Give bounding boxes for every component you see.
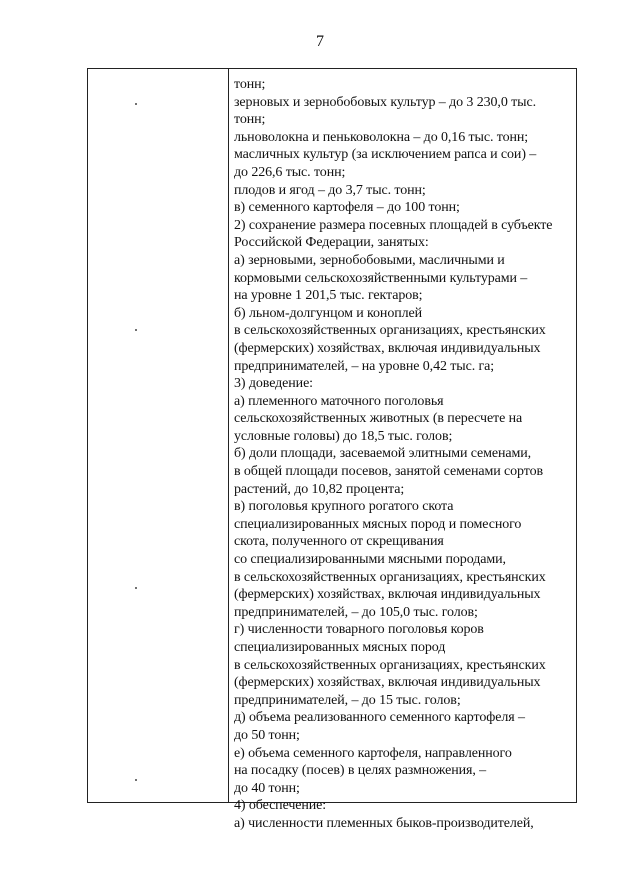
text-line: 4) обеспечение: — [234, 798, 327, 814]
text-line: масличных культур (за исключением рапса и сои) – — [234, 147, 537, 163]
text-line: тонн; — [234, 112, 266, 128]
scan-speck — [135, 103, 137, 105]
text-line: в) поголовья крупного рогатого скота — [234, 499, 454, 515]
text-line: тонн; — [234, 77, 266, 92]
scan-speck — [135, 779, 137, 781]
text-line: плодов и ягод – до 3,7 тыс. тонн; — [234, 182, 426, 198]
text-line: скота, полученного от скрещивания — [234, 534, 444, 550]
text-line: зерновых и зернобобовых культур – до 3 230,0 тыс. — [234, 94, 536, 110]
text-line: предпринимателей, – на уровне 0,42 тыс. га; — [234, 358, 495, 374]
text-line: специализированных мясных пород — [234, 640, 446, 655]
text-line: условные головы) до 18,5 тыс. голов; — [234, 428, 453, 444]
text-line: до 50 тонн; — [234, 727, 300, 743]
text-line: льноволокна и пеньковолокна – до 0,16 тыс. тонн; — [234, 129, 529, 145]
text-line: до 226,6 тыс. тонн; — [234, 164, 346, 180]
table-left-column — [88, 69, 229, 802]
scan-speck — [135, 329, 137, 331]
table-right-column — [234, 76, 574, 833]
text-line: предпринимателей, – до 105,0 тыс. голов; — [234, 604, 478, 620]
text-line: (фермерских) хозяйствах, включая индивидуальных — [234, 675, 541, 691]
text-line: (фермерских) хозяйствах, включая индивидуальных — [234, 340, 541, 356]
text-line: (фермерских) хозяйствах, включая индивидуальных — [234, 587, 541, 603]
text-line: в сельскохозяйственных организациях, крестьянских — [234, 569, 546, 585]
text-line: б) льном-долгунцом и коноплей — [234, 305, 423, 321]
page-number: 7 — [316, 33, 324, 50]
text-line: б) доли площади, засеваемой элитными семенами, — [234, 446, 532, 462]
text-line: предпринимателей, – до 15 тыс. голов; — [234, 692, 461, 708]
text-line: д) объема реализованного семенного картофеля – — [234, 710, 525, 726]
text-line: специализированных мясных пород и помесного — [234, 516, 522, 532]
text-line: 2) сохранение размера посевных площадей в субъекте — [234, 217, 553, 233]
text-line: в сельскохозяйственных организациях, крестьянских — [234, 657, 546, 673]
text-line: на уровне 1 201,5 тыс. гектаров; — [234, 288, 423, 304]
scan-speck — [135, 587, 137, 589]
text-line: до 40 тонн; — [234, 780, 300, 796]
text-line: Российской Федерации, занятых: — [234, 235, 429, 251]
content-table — [87, 68, 577, 831]
text-line: растений, до 10,82 процента; — [234, 481, 405, 497]
text-line: в) семенного картофеля – до 100 тонн; — [234, 200, 460, 216]
text-line: а) племенного маточного поголовья — [234, 393, 444, 409]
text-line: сельскохозяйственных животных (в пересчете на — [234, 411, 523, 427]
text-line: а) численности племенных быков-производителей, — [234, 815, 534, 831]
text-line: г) численности товарного поголовья коров — [234, 622, 484, 638]
text-line: а) зерновыми, зернобобовыми, масличными и — [234, 252, 505, 268]
text-line: 3) доведение: — [234, 376, 313, 392]
text-line: на посадку (посев) в целях размножения, – — [234, 763, 487, 779]
text-line: в сельскохозяйственных организациях, крестьянских — [234, 323, 546, 339]
text-line: кормовыми сельскохозяйственными культурами – — [234, 270, 528, 286]
text-line: е) объема семенного картофеля, направленного — [234, 745, 512, 761]
text-line: со специализированными мясными породами, — [234, 552, 506, 568]
text-line: в общей площади посевов, занятой семенами сортов — [234, 464, 543, 480]
